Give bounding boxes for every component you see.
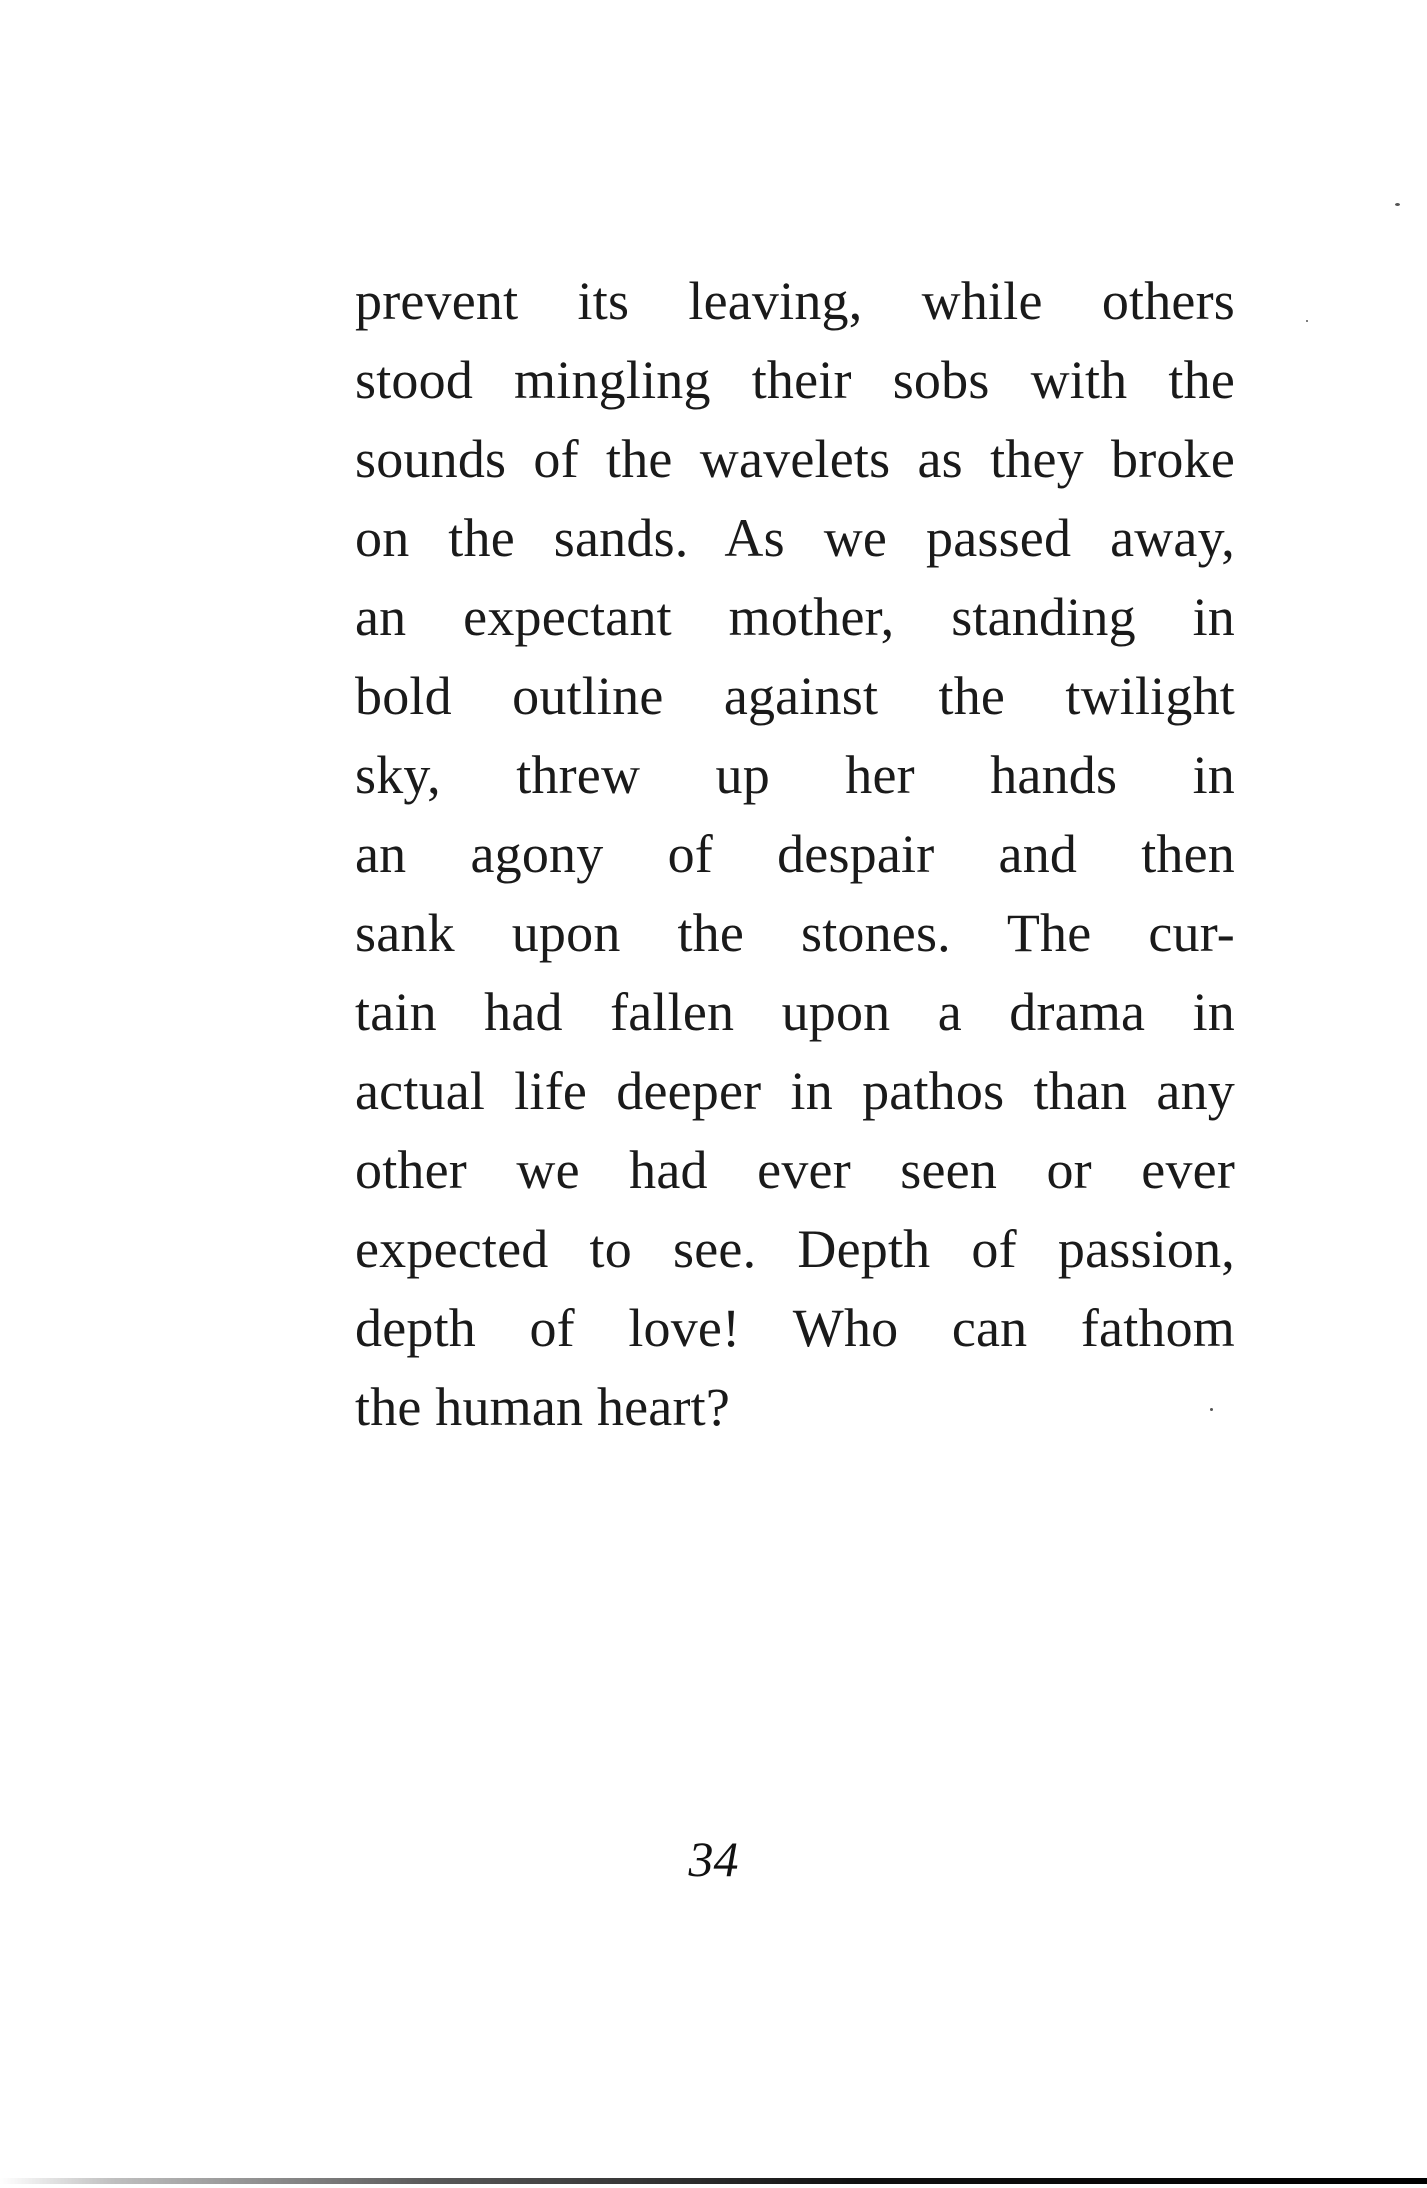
text-line-4: on the sands. As we passed away,: [355, 508, 1235, 568]
text-line-14: depth of love! Who can fathom: [355, 1298, 1235, 1358]
scan-speck: [1210, 1408, 1213, 1411]
page-number: 34: [688, 1831, 739, 1887]
text-line-6: bold outline against the twilight: [355, 666, 1235, 726]
bottom-scan-edge: [0, 2178, 1427, 2184]
text-line-7: sky, threw up her hands in: [355, 745, 1235, 805]
text-line-9: sank upon the stones. The cur-: [355, 903, 1235, 963]
body-text: [355, 262, 1235, 1447]
text-line-2: stood mingling their sobs with the: [355, 350, 1235, 410]
text-line-3: sounds of the wavelets as they broke: [355, 429, 1235, 489]
text-line-10: tain had fallen upon a drama in: [355, 982, 1235, 1042]
scan-speck: [1306, 320, 1308, 322]
text-line-1: prevent its leaving, while others: [355, 271, 1235, 331]
text-line-8: an agony of despair and then: [355, 824, 1235, 884]
text-line-12: other we had ever seen or ever: [355, 1140, 1235, 1200]
text-line-13: expected to see. Depth of passion,: [355, 1219, 1235, 1279]
scan-speck: [1395, 203, 1400, 206]
text-line-5: an expectant mother, standing in: [355, 587, 1235, 647]
text-line-11: actual life deeper in pathos than any: [355, 1061, 1235, 1121]
text-line-15: the human heart?: [355, 1377, 731, 1437]
